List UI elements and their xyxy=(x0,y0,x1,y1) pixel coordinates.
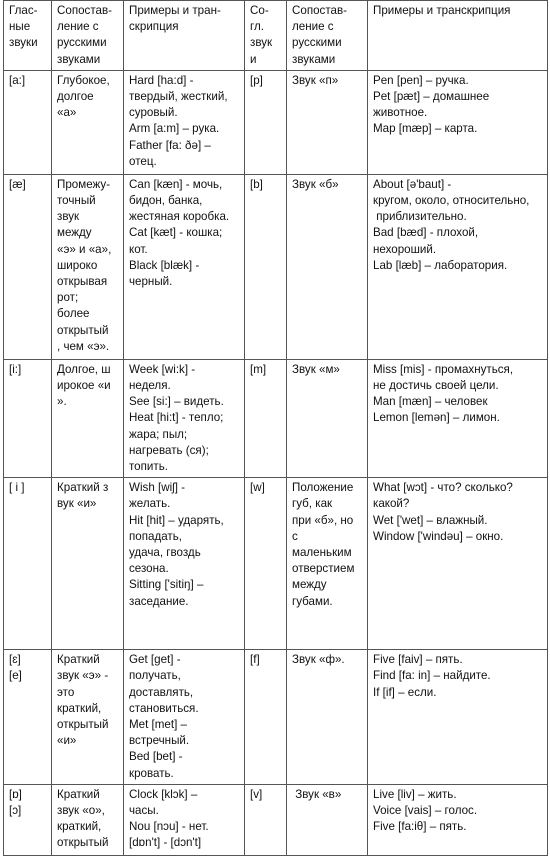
cell-line: Примеры и транскрипция xyxy=(373,4,511,17)
cell-line: сезона. xyxy=(129,562,169,576)
cell-line: Week [wi:k] - xyxy=(129,362,196,376)
cell-line: получать, xyxy=(129,669,181,683)
cell-line: жестяная коробка. xyxy=(129,210,230,224)
header-vowels xyxy=(4,1,52,71)
cell-line: краткий, xyxy=(57,701,102,715)
cell-line: топить. xyxy=(129,460,168,474)
cell-line: Father [fa: ðə] – xyxy=(129,138,211,152)
cell-line: вук «и» xyxy=(57,497,97,511)
cell-line: [i:] xyxy=(9,362,22,376)
cell-line: животное. xyxy=(373,106,428,120)
cell-line: [ɔ] xyxy=(9,804,22,818)
cell-line: и xyxy=(250,52,257,66)
cell-line: между xyxy=(57,226,92,240)
cell-line: маленьким xyxy=(292,546,352,560)
cell-line: становиться. xyxy=(129,701,199,715)
cell-line: губ, как xyxy=(292,497,333,511)
cell-line: «а» xyxy=(57,106,77,120)
cell-line: открывая xyxy=(57,275,108,289)
cell-line: [a:] xyxy=(9,73,26,87)
cell-line: [v] xyxy=(250,787,263,801)
cell-line: попадать, xyxy=(129,529,182,543)
consonant-cell xyxy=(245,478,287,650)
cell-line: [æ] xyxy=(9,177,26,191)
consonant-examples-cell xyxy=(368,478,548,650)
cell-line: Сопостав- xyxy=(292,4,347,17)
vowel-examples-cell xyxy=(124,478,245,650)
header-compare-vowels xyxy=(52,1,124,71)
cell-line: звуками xyxy=(292,52,336,66)
vowel-cell xyxy=(4,174,52,359)
cell-line: долгое xyxy=(57,90,94,104)
cell-line: ». xyxy=(57,395,67,409)
cell-line: [w] xyxy=(250,481,265,495)
vowel-compare-cell xyxy=(52,70,124,174)
cell-line: Map [mæp] – карта. xyxy=(373,122,478,136)
cell-line: «и» xyxy=(57,734,77,748)
cell-line: [ɒ] xyxy=(9,787,22,801)
consonant-cell xyxy=(245,650,287,785)
cell-line: кот. xyxy=(129,242,148,256)
cell-line: Cat [kæt] - кошка; xyxy=(129,226,223,240)
cell-line: [b] xyxy=(250,177,263,191)
cell-line: открытый xyxy=(57,718,109,732)
cell-line: жара; пыл; xyxy=(129,427,188,441)
cell-line: ные xyxy=(9,20,31,34)
vowel-examples-cell xyxy=(124,70,245,174)
cell-line: заседание. xyxy=(129,594,189,608)
cell-line: Window ['windəu] – окно. xyxy=(373,529,504,543)
cell-line: ление с xyxy=(292,20,334,34)
cell-line: Примеры и тран- xyxy=(129,4,221,17)
consonant-compare-cell xyxy=(287,70,368,174)
vowel-cell xyxy=(4,650,52,785)
cell-line: приблизительно. xyxy=(373,210,467,224)
cell-line: Долгое, ш xyxy=(57,362,111,376)
cell-line: нагревать (ся); xyxy=(129,443,209,457)
cell-line: звук «э» - xyxy=(57,669,109,683)
cell-line: неделя. xyxy=(129,379,171,393)
cell-line: встречный. xyxy=(129,734,190,748)
cell-line: Промежу- xyxy=(57,177,111,191)
table-row xyxy=(4,174,548,359)
cell-line: Звук «м» xyxy=(292,362,340,376)
cell-line: при «б», но xyxy=(292,513,354,527)
cell-line: Wet ['wet] – влажный. xyxy=(373,513,488,527)
cell-line: не достичь своей цели. xyxy=(373,379,499,393)
cell-line: твердый, жесткий, xyxy=(129,90,228,104)
cell-line: Voice [vais] – голос. xyxy=(373,804,478,818)
cell-line: отверстием xyxy=(292,562,355,576)
cell-line: [m] xyxy=(250,362,267,376)
cell-line: краткий, xyxy=(57,820,102,834)
cell-line: Arm [a:m] – рука. xyxy=(129,122,220,136)
phonetics-table xyxy=(3,0,548,856)
cell-line: Met [met] – xyxy=(129,718,187,732)
cell-line: часы. xyxy=(129,804,159,818)
cell-line: [p] xyxy=(250,73,263,87)
consonant-compare-cell xyxy=(287,359,368,477)
header-examples-consonants xyxy=(368,1,548,71)
cell-line: это xyxy=(57,685,75,699)
cell-line: Clock [klɔk] – xyxy=(129,787,198,801)
consonant-compare-cell xyxy=(287,650,368,785)
cell-line: Hit [hit] – ударять, xyxy=(129,513,224,527)
cell-line: суровый. xyxy=(129,106,178,120)
table-row xyxy=(4,359,548,477)
cell-line: Wish [wiʃ] - xyxy=(129,481,186,495)
cell-line: русскими xyxy=(292,36,342,50)
cell-line: звук xyxy=(250,36,273,50)
cell-line: Black [blæk] - xyxy=(129,258,200,272)
cell-line: What [wɔt] - что? сколько? xyxy=(373,481,513,495)
cell-line: About [ə'baut] - xyxy=(373,177,452,191)
vowel-cell xyxy=(4,70,52,174)
cell-line: точный xyxy=(57,194,96,208)
cell-line: Звук «п» xyxy=(292,73,339,87)
cell-line: Краткий xyxy=(57,653,100,667)
cell-line: Краткий з xyxy=(57,481,109,495)
vowel-compare-cell xyxy=(52,784,124,855)
header-consonants xyxy=(245,1,287,71)
cell-line: [e] xyxy=(9,669,22,683)
cell-line: гл. xyxy=(250,20,264,34)
cell-line: открытый xyxy=(57,323,109,337)
cell-line: , чем «э». xyxy=(57,339,110,353)
cell-line: скрипция xyxy=(129,20,179,34)
cell-line: Get [get] - xyxy=(129,653,181,667)
vowel-cell xyxy=(4,478,52,650)
cell-line: звуками xyxy=(57,52,101,66)
cell-line: Lab [læb] – лаборатория. xyxy=(373,258,508,272)
cell-line: «э» и «а», xyxy=(57,242,112,256)
cell-line: кругом, около, относительно, xyxy=(373,194,530,208)
cell-line: Bad [bæd] - плохой, xyxy=(373,226,479,240)
consonant-examples-cell xyxy=(368,359,548,477)
consonant-examples-cell xyxy=(368,174,548,359)
consonant-examples-cell xyxy=(368,650,548,785)
cell-line: открытый xyxy=(57,836,109,850)
consonant-examples-cell xyxy=(368,70,548,174)
cell-line: между xyxy=(292,578,327,592)
cell-line: Звук «в» xyxy=(292,787,342,801)
cell-line: Sitting ['sitiŋ] – xyxy=(129,578,204,592)
cell-line: какой? xyxy=(373,497,410,511)
vowel-cell xyxy=(4,359,52,477)
cell-line: Hard [ha:d] - xyxy=(129,73,194,87)
header-examples-vowels xyxy=(124,1,245,71)
cell-line: Five [fa:iθ] – пять. xyxy=(373,820,467,834)
consonant-cell xyxy=(245,174,287,359)
consonant-cell xyxy=(245,70,287,174)
cell-line: Pen [pen] – ручка. xyxy=(373,73,469,87)
cell-line: Heat [hi:t] - тепло; xyxy=(129,411,224,425)
vowel-examples-cell xyxy=(124,359,245,477)
cell-line: Live [liv] – жить. xyxy=(373,787,457,801)
cell-line: желать. xyxy=(129,497,171,511)
vowel-compare-cell xyxy=(52,478,124,650)
cell-line: See [si:] – видеть. xyxy=(129,395,224,409)
cell-line: бидон, банка, xyxy=(129,194,203,208)
cell-line: [ i ] xyxy=(9,481,25,495)
cell-line: [ɛ] xyxy=(9,653,21,667)
consonant-cell xyxy=(245,784,287,855)
cell-line: кровать. xyxy=(129,766,174,780)
cell-line: Со- xyxy=(250,4,269,17)
cell-line: рот; xyxy=(57,291,79,305)
header-compare-consonants xyxy=(287,1,368,71)
consonant-cell xyxy=(245,359,287,477)
cell-line: Звук «б» xyxy=(292,177,339,191)
table-row xyxy=(4,650,548,785)
table-row xyxy=(4,70,548,174)
table-row xyxy=(4,784,548,855)
cell-line: Find [fa: in] – найдите. xyxy=(373,669,491,683)
cell-line: звук xyxy=(57,210,80,224)
cell-line: черный. xyxy=(129,275,173,289)
cell-line: Nou [nɔu] - нет. xyxy=(129,820,209,834)
cell-line: If [if] – если. xyxy=(373,685,437,699)
vowel-compare-cell xyxy=(52,174,124,359)
cell-line: Pet [pæt] – домашнее xyxy=(373,90,490,104)
consonant-examples-cell xyxy=(368,784,548,855)
consonant-compare-cell xyxy=(287,478,368,650)
cell-line: Звук «ф». xyxy=(292,653,345,667)
header-row xyxy=(4,1,548,71)
vowel-cell xyxy=(4,784,52,855)
cell-line: с xyxy=(292,529,298,543)
cell-line: [dɒn't] - [dɔn't] xyxy=(129,836,202,850)
cell-line: отец. xyxy=(129,154,157,168)
cell-line: Five [faiv] – пять. xyxy=(373,653,463,667)
cell-line: Глас- xyxy=(9,4,38,17)
cell-line: доставлять, xyxy=(129,685,194,699)
cell-line: русскими xyxy=(57,36,107,50)
consonant-compare-cell xyxy=(287,784,368,855)
cell-line: нехороший. xyxy=(373,242,437,256)
cell-line: Man [mæn] – человек xyxy=(373,395,488,409)
cell-line: Краткий xyxy=(57,787,100,801)
cell-line: более xyxy=(57,307,90,321)
cell-line: [f] xyxy=(250,653,260,667)
cell-line: ление с xyxy=(57,20,99,34)
cell-line: звуки xyxy=(9,36,38,50)
cell-line: Can [kæn] - мочь, xyxy=(129,177,223,191)
cell-line: губами. xyxy=(292,594,333,608)
vowel-examples-cell xyxy=(124,650,245,785)
cell-line: звук «о», xyxy=(57,804,105,818)
vowel-compare-cell xyxy=(52,650,124,785)
vowel-compare-cell xyxy=(52,359,124,477)
cell-line: широко xyxy=(57,258,98,272)
cell-line: Глубокое, xyxy=(57,73,110,87)
cell-line: Lemon [lemən] – лимон. xyxy=(373,411,500,425)
vowel-examples-cell xyxy=(124,174,245,359)
vowel-examples-cell xyxy=(124,784,245,855)
cell-line: Miss [mis] - промахнуться, xyxy=(373,362,514,376)
cell-line: удача, гвоздь xyxy=(129,546,201,560)
cell-line: Bed [bet] - xyxy=(129,750,183,764)
cell-line: Положение xyxy=(292,481,354,495)
consonant-compare-cell xyxy=(287,174,368,359)
cell-line: ирокое «и xyxy=(57,379,111,393)
cell-line: Сопостав- xyxy=(57,4,112,17)
table-row xyxy=(4,478,548,650)
